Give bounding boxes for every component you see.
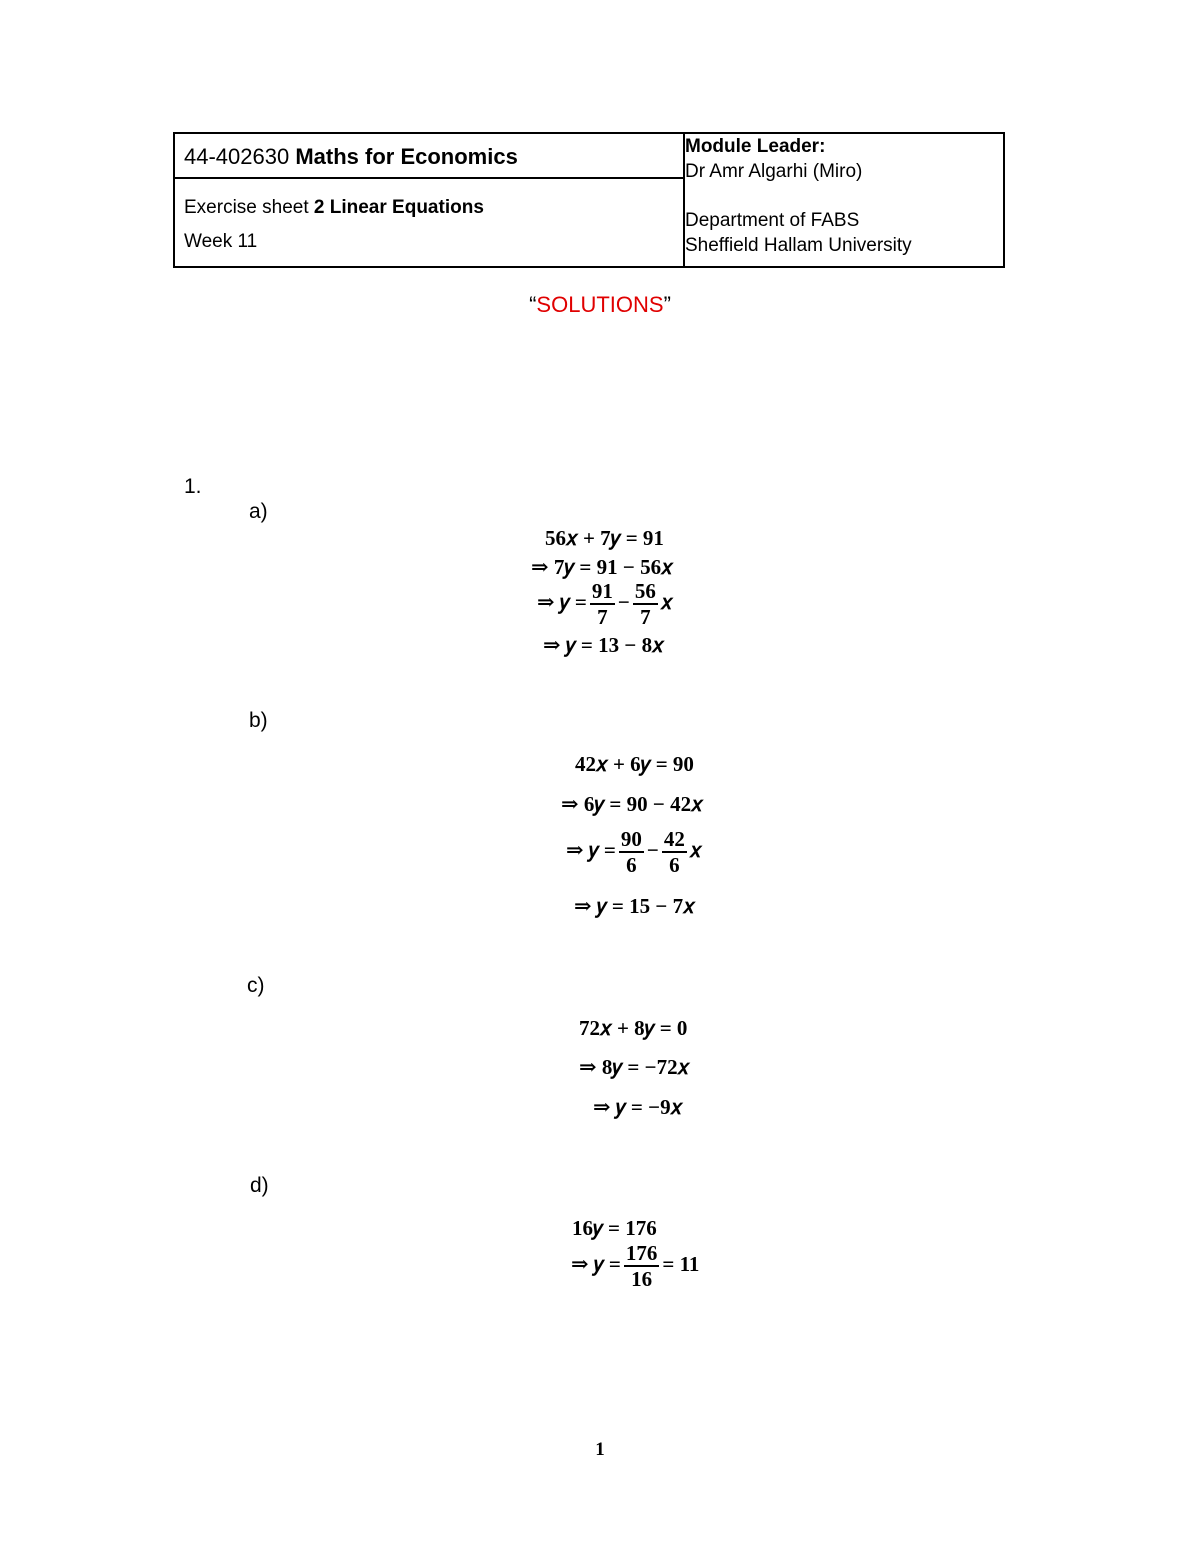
exercise-line: [184, 191, 683, 225]
module-leader-label: Module Leader:: [685, 136, 826, 157]
exercise-prefix: Exercise sheet: [184, 196, 314, 218]
part-a-frac1: $\frac{91}{7}$: [591, 579, 613, 629]
part-c-line1: 72𝑥 + 8𝑦 = 0: [579, 1016, 688, 1040]
module-leader-name: Dr Amr Algarhi (Miro): [685, 161, 863, 182]
part-d-line1: 16𝑦 = 176: [572, 1216, 657, 1240]
solutions-text: SOLUTIONS: [536, 292, 664, 317]
part-b-frac1: $\frac{90}{6}$: [620, 827, 642, 877]
department: Department of FABS: [685, 210, 860, 231]
part-d-line2: ⇒ 𝑦 = $\frac{176}{16}$ = 11: [571, 1241, 700, 1291]
page-number: 1: [595, 1439, 605, 1460]
module-leader-cell: [684, 133, 1004, 267]
module-code: 44-402630: [184, 144, 290, 169]
exercise-title: 2 Linear Equations: [313, 196, 484, 218]
part-a-line3: ⇒ 𝑦 = $\frac{91}{7}$ − $\frac{56}{7}$ 𝑥: [537, 579, 673, 629]
part-d-frac: $\frac{176}{16}$: [625, 1241, 658, 1291]
university: Sheffield Hallam University: [685, 235, 912, 256]
module-title: Maths for Economics: [295, 144, 518, 169]
part-b-line3: ⇒ 𝑦 = $\frac{90}{6}$ − $\frac{42}{6}$ 𝑥: [566, 827, 702, 877]
solutions-heading: “SOLUTIONS”: [529, 292, 671, 317]
part-b-line2: ⇒ 6𝑦 = 90 − 42𝑥: [561, 792, 703, 816]
exercise-cell: [174, 178, 684, 267]
week-label: Week 11: [184, 230, 258, 252]
part-b-line1: 42𝑥 + 6𝑦 = 90: [575, 752, 694, 776]
part-a-line2: ⇒ 7𝑦 = 91 − 56𝑥: [531, 555, 673, 579]
part-b-frac2: $\frac{42}{6}$: [663, 827, 685, 877]
part-a-line4: ⇒ 𝑦 = 13 − 8𝑥: [543, 633, 664, 657]
part-a-label: a): [249, 500, 268, 523]
part-c-line2: ⇒ 8𝑦 = −72𝑥: [579, 1055, 690, 1079]
title-cell: [174, 133, 684, 178]
part-a-frac2: $\frac{56}{7}$: [634, 579, 656, 629]
header-table: [173, 132, 1005, 268]
part-c-label: c): [247, 974, 265, 997]
part-b-label: b): [249, 709, 268, 732]
question-number: 1.: [184, 475, 202, 498]
part-b-line4: ⇒ 𝑦 = 15 − 7𝑥: [574, 894, 695, 918]
part-a-line1: 56𝑥 + 7𝑦 = 91: [545, 526, 664, 550]
part-d-label: d): [250, 1174, 269, 1197]
part-c-line3: ⇒ 𝑦 = −9𝑥: [593, 1095, 683, 1119]
